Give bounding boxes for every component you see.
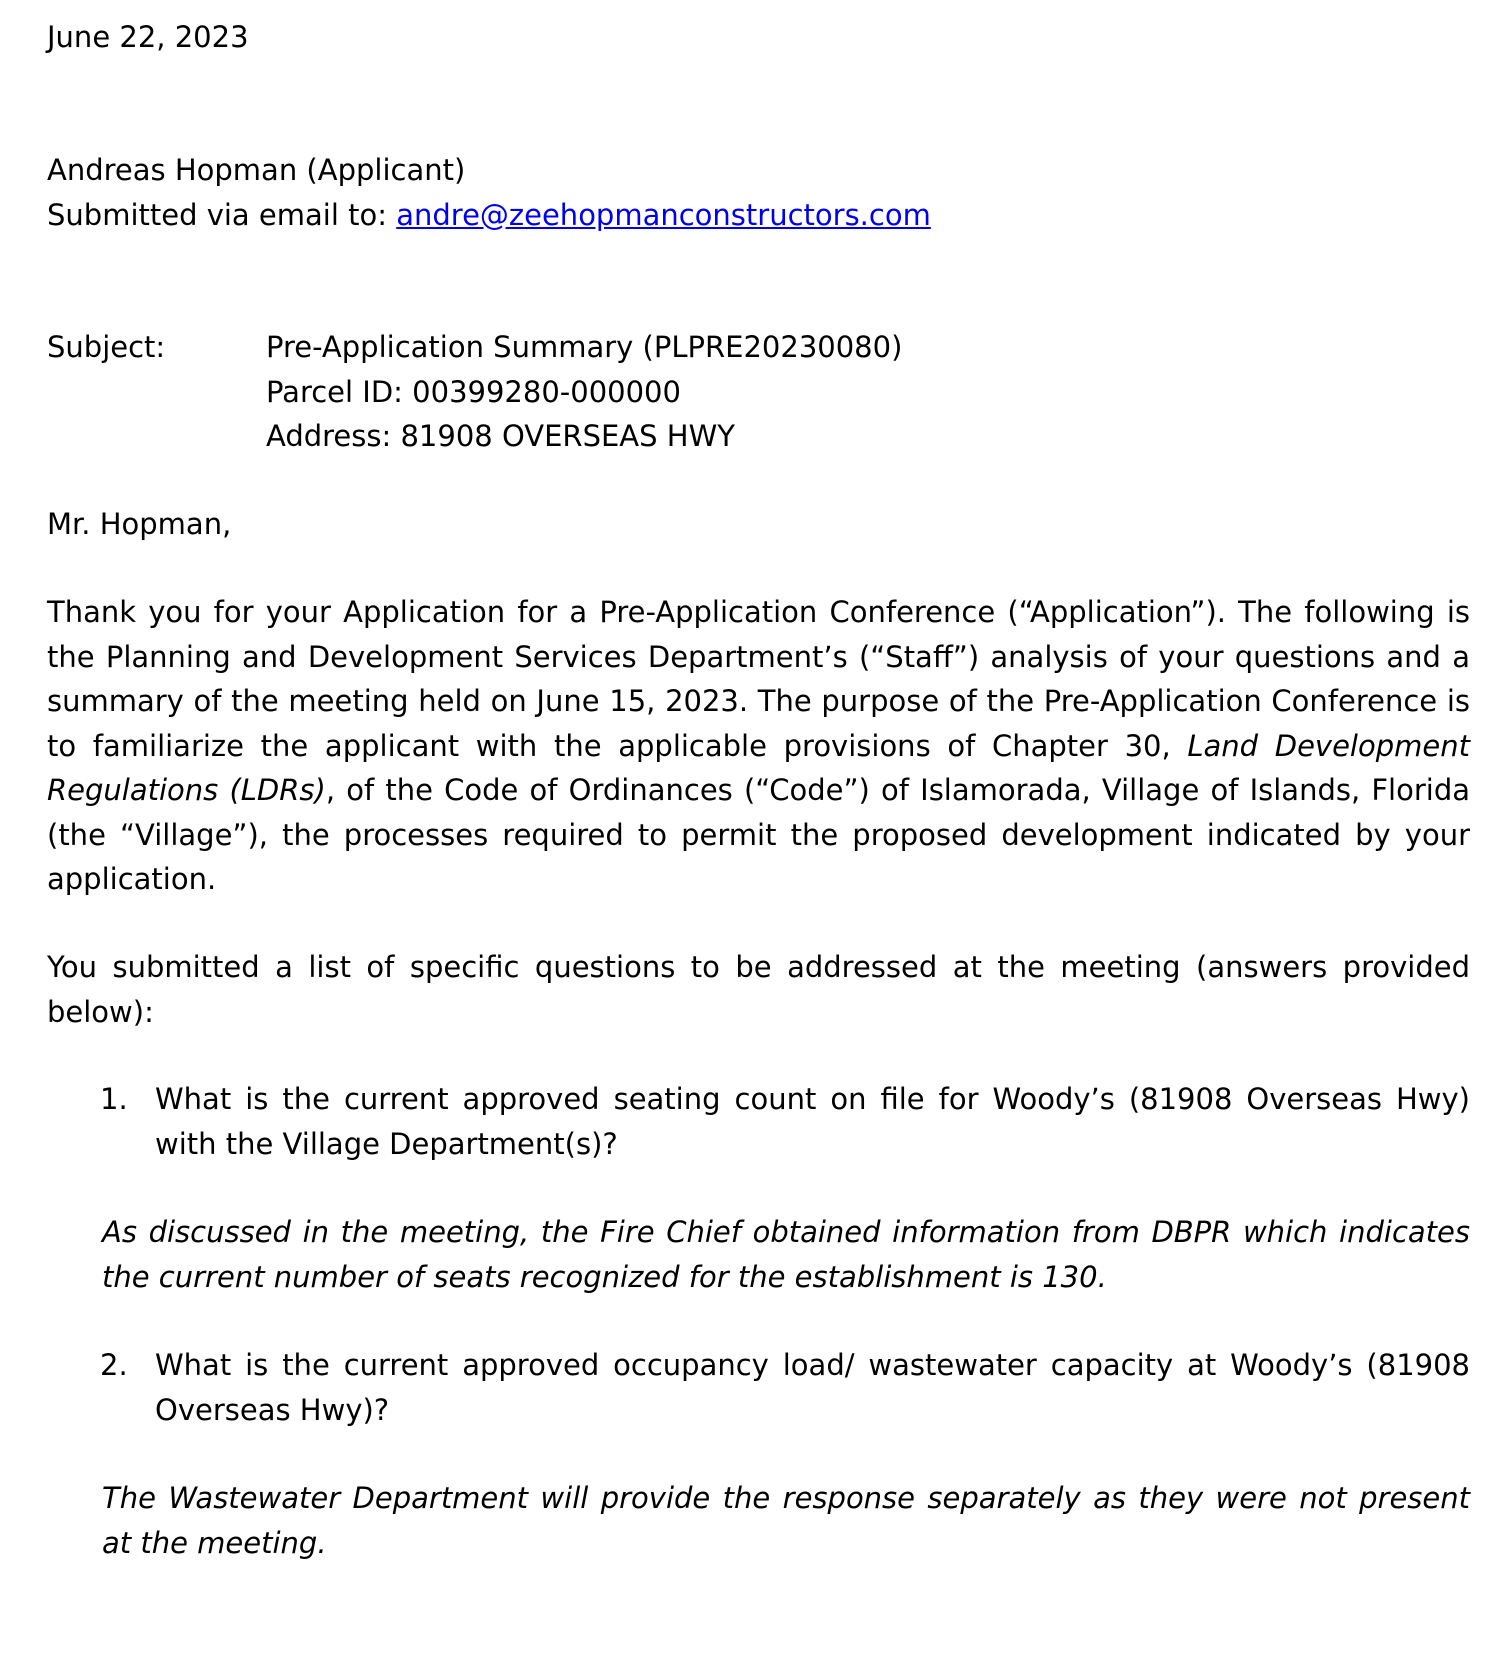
email-link[interactable]: andre@zeehopmanconstructors.com [396,197,931,232]
question-item-1 [100,1077,1470,1166]
subject-lines [266,325,902,459]
answer-text-1: As discussed in the meeting, the Fire Chief obtained information from DBPR which indicates the current number of seats recognized for the establishment is 130. [102,1215,1470,1294]
question-number: 2. [100,1348,128,1382]
letter-date: June 22, 2023 [47,20,249,54]
subject-line-title: Pre-Application Summary (PLPRE20230080) [266,330,903,364]
ldr-title: Land Development Regulations (LDRs) [47,728,1470,807]
question-number: 1. [100,1082,128,1116]
submitted-prefix: Submitted via email to: [47,197,397,232]
intro-paragraph [47,590,1470,902]
recipient-name: Andreas Hopman (Applicant) [47,153,466,187]
intro-text-part2: , of the Code of Ordinances (“Code”) of Islamorada, Village of Islands, Florida (the “Village”), the processes required to permit the proposed development indicated by your application. [47,773,1470,896]
questions-intro-paragraph: You submitted a list of specific questions to be addressed at the meeting (answers provided below): [47,950,1470,1029]
answer-text-2: The Wastewater Department will provide the response separately as they were not present at the meeting. [102,1481,1470,1560]
question-text: What is the current approved seating count on file for Woody’s (81908 Overseas Hwy) with the Village Department(s)? [155,1082,1470,1161]
salutation: Mr. Hopman, [47,507,232,541]
question-item-2 [100,1343,1470,1432]
intro-text-part1: Thank you for your Application for a Pre-Application Conference (“Application”). The following is the Planning and Development Services Department’s (“Staff”) analysis of your questions and a summary of the meeting held on June 15, 2023. The purpose of the Pre-Application Conference is to familiarize the applicant with the applicable provisions of Chapter 30, [47,595,1470,763]
submitted-via-line [47,193,1470,238]
recipient-block [47,148,1470,237]
subject-line-address: Address: 81908 OVERSEAS HWY [266,419,735,453]
subject-line-parcel: Parcel ID: 00399280-000000 [266,374,681,409]
question-text: What is the current approved occupancy load/ wastewater capacity at Woody’s (81908 Overseas Hwy)? [155,1348,1470,1427]
subject-label: Subject: [47,330,166,364]
